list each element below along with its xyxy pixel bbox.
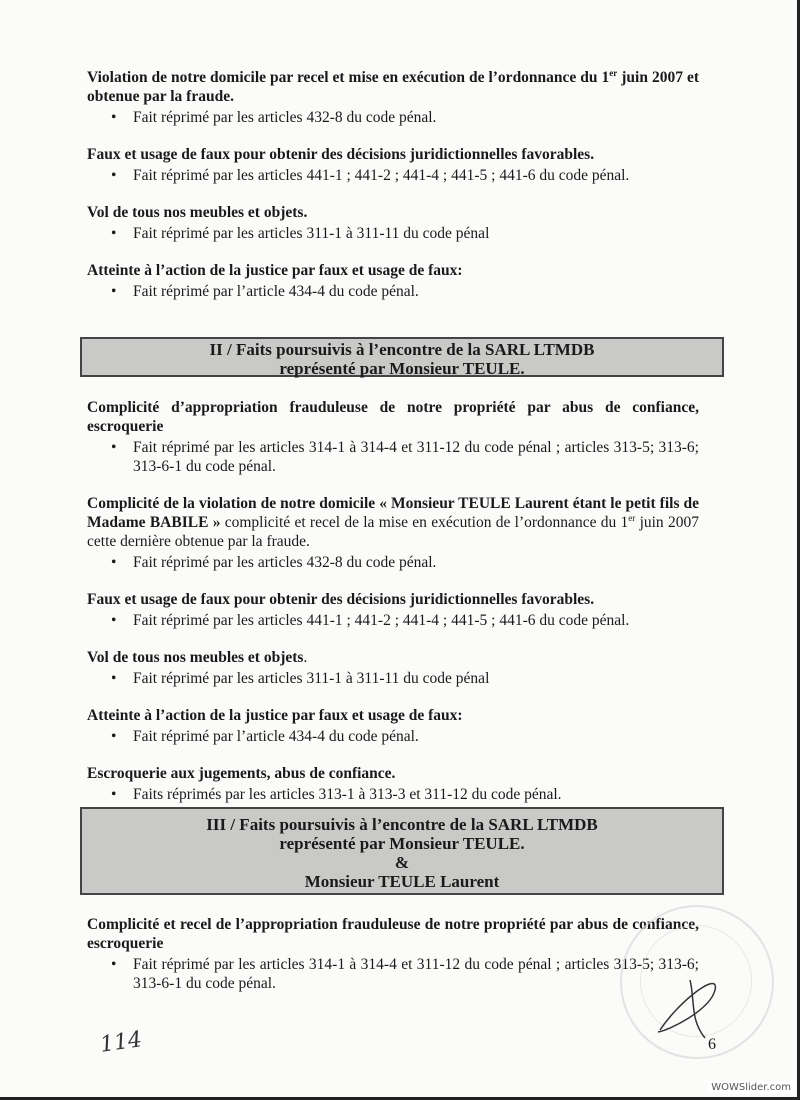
bullet-list [87,727,699,746]
bullet-icon: • [111,167,117,184]
bullet-icon: • [111,554,117,571]
charge-block [87,203,699,243]
section-title-line: représenté par Monsieur TEULE. [279,359,525,378]
list-item: • Fait réprimé par les articles 441-1 ; 441-2 ; 441-4 ; 441-5 ; 441-6 du code pénal. [111,612,630,629]
charge-block [87,398,699,476]
list-item: • Fait réprimé par les articles 432-8 du code pénal. [111,554,437,571]
charge-block [87,764,699,804]
charge-block [87,68,699,127]
signature-icon [650,960,730,1050]
bullet-list [87,438,699,476]
charge-heading: Complicité de la violation de notre domicile « Monsieur TEULE Laurent étant le petit fils de Madame BABILE » complicité et recel de la mise en exécution de l’ordonnance du 1er juin 2007 cette dernière obtenue par la fraude. [87,495,699,550]
section-title-line: II / Faits poursuivis à l’encontre de la SARL LTMDB [209,340,595,359]
page-number: 6 [708,1036,716,1053]
list-item: • Fait réprimé par les articles 432-8 du code pénal. [111,109,437,126]
bullet-list [87,955,699,993]
bullet-icon: • [111,612,117,629]
charge-heading: Violation de notre domicile par recel et mise en exécution de l’ordonnance du 1er juin 2007 et obtenue par la fraude. [87,67,700,105]
bullet-list [87,611,699,630]
section-title-line: & [394,853,410,872]
charge-block [87,494,699,572]
bullet-list [87,166,699,185]
bullet-icon: • [111,786,117,803]
bullet-list [87,669,699,688]
bullet-list [87,785,699,804]
section-iii-title-box [80,807,724,895]
charge-block [87,915,699,993]
section-title-line: représenté par Monsieur TEULE. [279,834,525,853]
handwritten-note: 114 [98,1027,144,1058]
charge-heading: Complicité d’appropriation frauduleuse de notre propriété par abus de confiance, escroquerie [87,399,699,435]
watermark: WOWSlider.com [708,1081,794,1094]
section-iii-body [87,915,699,1011]
charge-heading: Atteinte à l’action de la justice par faux et usage de faux: [87,707,463,724]
bullet-list [87,224,699,243]
charge-heading: Faux et usage de faux pour obtenir des décisions juridictionnelles favorables. [87,591,595,608]
list-item: • Fait réprimé par l’article 434-4 du code pénal. [111,728,419,745]
charge-heading: Vol de tous nos meubles et objets. [87,204,308,221]
list-item: • Fait réprimé par les articles 314-1 à 314-4 et 311-12 du code pénal ; articles 313-5; 313-6; 313-6-1 du code pénal. [111,956,699,992]
charge-block [87,261,699,301]
list-item: • Fait réprimé par l’article 434-4 du code pénal. [111,283,419,300]
bullet-list [87,553,699,572]
list-item: • Faits réprimés par les articles 313-1 à 313-3 et 311-12 du code pénal. [111,786,562,803]
bullet-icon: • [111,956,117,973]
document-body [87,68,699,319]
charge-block [87,706,699,746]
bullet-icon: • [111,109,117,126]
charge-block [87,648,699,688]
charge-block [87,590,699,630]
section-ii-body [87,398,699,822]
bullet-icon: • [111,283,117,300]
list-item: • Fait réprimé par les articles 311-1 à 311-11 du code pénal [111,670,490,687]
charge-heading: Escroquerie aux jugements, abus de confiance. [87,765,396,782]
bullet-list [87,282,699,301]
list-item: • Fait réprimé par les articles 311-1 à 311-11 du code pénal [111,225,490,242]
bullet-icon: • [111,439,117,456]
bullet-icon: • [111,728,117,745]
charge-heading: Atteinte à l’action de la justice par faux et usage de faux: [87,262,463,279]
bullet-list [87,108,699,127]
charge-heading: Complicité et recel de l’appropriation frauduleuse de notre propriété par abus de confiance, escroquerie [87,916,699,952]
list-item: • Fait réprimé par les articles 314-1 à 314-4 et 311-12 du code pénal ; articles 313-5; 313-6; 313-6-1 du code pénal. [111,439,699,475]
charge-block [87,145,699,185]
charge-heading: Faux et usage de faux pour obtenir des décisions juridictionnelles favorables. [87,146,595,163]
list-item: • Fait réprimé par les articles 441-1 ; 441-2 ; 441-4 ; 441-5 ; 441-6 du code pénal. [111,167,630,184]
bullet-icon: • [111,670,117,687]
charge-heading: Vol de tous nos meubles et objets. [87,649,308,666]
section-ii-title-box [80,337,724,377]
section-title-line: Monsieur TEULE Laurent [304,872,500,891]
section-title-line: III / Faits poursuivis à l’encontre de la SARL LTMDB [206,815,598,834]
bullet-icon: • [111,225,117,242]
